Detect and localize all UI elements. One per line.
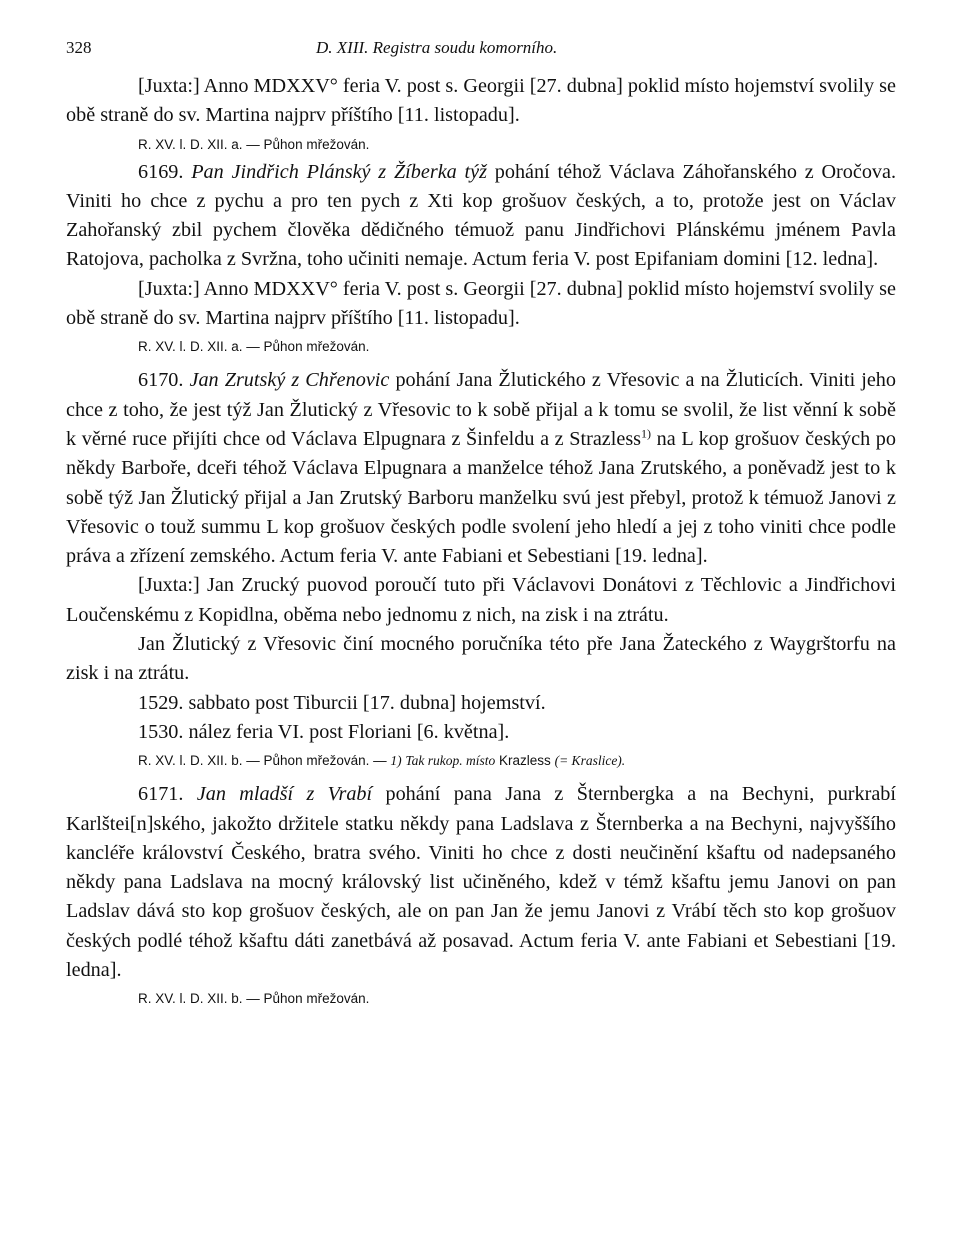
entry-party-name: Pan Jindřich Plánský z Žíberka týž — [191, 160, 487, 183]
entry-6171 — [66, 780, 896, 985]
entry-text-part-b: na L kop grošuov českých po někdy Barboře, dceři téhož Václava Elpugnara a manželce téhož Jana Zrutského, a poněvadž jest to k sobě týž Jan Žlutický přijal a Jan Zrutský Barboru manželku svú jest přebyl, protož k témuož Janovi z Vřesovic o touž summu L kop grošuov českých podle svolení jeho hledí a jej z toho viniti chce podle práva a zřízení zemského. Actum feria V. ante Fabiani et Sebestiani [19. ledna]. — [66, 427, 896, 568]
entry-number: 6171. — [138, 783, 184, 806]
footnote-italic-text: Tak rukop. místo — [405, 753, 496, 769]
page-number: 328 — [66, 38, 92, 57]
entry-number: 6169. — [138, 160, 184, 183]
entry-text-part-a: pohání Jana Žlutického z Vřesovic a na Žluticích. Viniti jeho chce z toho, že jest týž Jan Žlutický z Vřesovic to k sobě přijal a k tomu se svolil, že list věnní k sobě k věrné ruce přijíti chce od Václava Elpugnara z Šinfeldu a z Strazless — [66, 369, 896, 450]
entry-number: 6170. — [138, 369, 184, 392]
entry-text: pohání téhož Václava Záhořanského z Oročova. Viniti ho chce z pychu a pro ten pych z Xti kop grošuov českých, a to, protože jest on Václav Zahořanský zbil pychem člověka dědičného témuož panu Jindřichovi Plánskému jménem Pavla Ratojova, pacholka z Svržna, toho učiniti nemaje. Actum feria V. post Epifaniam domini [12. ledna]. — [66, 160, 897, 271]
entry-6169 — [66, 158, 896, 275]
document-page — [66, 38, 896, 1012]
date-line-1529: 1529. sabbato post Tiburcii [17. dubna] hojemství. — [138, 691, 546, 714]
entry-party-name: Jan mladší z Vrabí — [196, 783, 373, 806]
footnote-marker: 1) — [641, 426, 652, 441]
juxta-paragraph-1: [Juxta:] Anno MDXXV° feria V. post s. Georgii [27. dubna] poklid místo hojemství svolily se obě straně do sv. Martina najprv příštího [11. listopadu]. — [66, 75, 896, 127]
reference-note-3 — [138, 747, 896, 774]
entry-text: pohání pana Jana z Šternbergka a na Bechyni, purkrabí Karlštei[n]ského, jakožto držitele statku někdy pana Ladslava z Šternberka a na Bechyni, najvyššího kancléře království Českého, bratra svého. Viniti ho chce z dosti neučinění kšaftu od nadepsaného někdy pana Ladslava na mocný královský list učiněného, kdež v témž kšaftu jemu Janovi on pan Ladslav dává sto kop grošuov českých, ale on pan Jan že jemu Janovi z Vrábí těch sto kop grošuov českých podlé téhož kšaftu dáti zanetbává až posavad. Actum feria V. ante Fabiani et Sebestiani [19. ledna]. — [66, 783, 896, 982]
running-title: D. XIII. Registra soudu komorního. — [316, 38, 558, 57]
proxy-paragraph: Jan Žlutický z Vřesovic činí mocného poručníka této pře Jana Žateckého z Waygrštorfu na zisk i na ztrátu. — [66, 633, 896, 685]
reference-note-1: R. XV. l. D. XII. a. — Půhon mřežován. — [138, 136, 370, 152]
date-line-1530: 1530. nález feria VI. post Floriani [6. května]. — [138, 720, 510, 743]
reference-note-4: R. XV. l. D. XII. b. — Půhon mřežován. — [138, 991, 370, 1007]
juxta-paragraph-2: [Juxta:] Anno MDXXV° feria V. post s. Georgii [27. dubna] poklid místo hojemství svolily se obě straně do sv. Martina najprv příštího [11. listopadu]. — [66, 277, 896, 330]
entry-6170 — [66, 366, 896, 571]
reference-note-2: R. XV. l. D. XII. a. — Půhon mřežován. — [138, 339, 370, 355]
footnote-parenthetical: (= Kraslice). — [554, 753, 626, 769]
footnote-marker: 1) — [390, 753, 402, 769]
footnote-plain-text: Krazless — [499, 753, 551, 769]
entry-party-name: Jan Zrutský z Chřenovic — [189, 369, 390, 392]
running-header — [66, 38, 896, 72]
juxta-paragraph-3: [Juxta:] Jan Zrucký puovod poroučí tuto při Václavovi Donátovi z Těchlovic a Jindřichovi Loučenskému z Kopidlna, oběma nebo jednomu z nich, na zisk i na ztrátu. — [66, 574, 896, 626]
reference-lead: R. XV. l. D. XII. b. — Půhon mřežován. — — [138, 753, 387, 769]
